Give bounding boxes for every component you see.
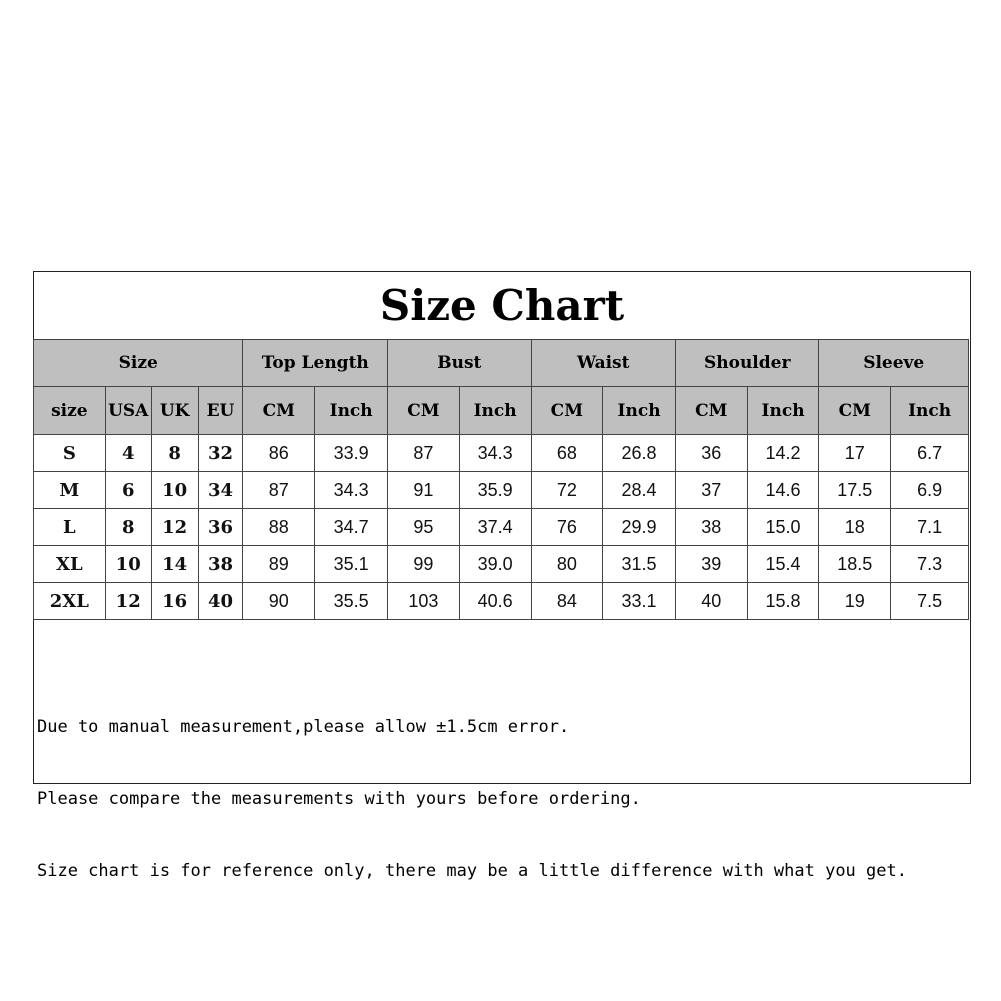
- table-cell: 19: [819, 583, 891, 620]
- table-cell: 38: [198, 546, 243, 583]
- column-header: UK: [151, 387, 198, 435]
- table-cell: 80: [531, 546, 603, 583]
- table-cell: 6: [105, 472, 151, 509]
- table-cell: 33.1: [603, 583, 676, 620]
- column-header: Inch: [315, 387, 388, 435]
- table-cell: 84: [531, 583, 603, 620]
- column-header: CM: [388, 387, 460, 435]
- table-cell: 86: [243, 435, 315, 472]
- table-cell: 26.8: [603, 435, 676, 472]
- table-cell: 17: [819, 435, 891, 472]
- table-cell: 14.2: [747, 435, 819, 472]
- table-cell: 36: [675, 435, 747, 472]
- group-header-waist: Waist: [531, 340, 675, 387]
- column-header: Inch: [891, 387, 969, 435]
- table-cell: M: [34, 472, 106, 509]
- table-cell: 39.0: [459, 546, 531, 583]
- column-header: CM: [819, 387, 891, 435]
- table-cell: 6.7: [891, 435, 969, 472]
- table-cell: 103: [388, 583, 460, 620]
- table-cell: 15.8: [747, 583, 819, 620]
- table-cell: 29.9: [603, 509, 676, 546]
- table-cell: L: [34, 509, 106, 546]
- table-cell: 87: [388, 435, 460, 472]
- size-chart: [33, 271, 971, 881]
- group-header-bust: Bust: [388, 340, 531, 387]
- table-cell: 31.5: [603, 546, 676, 583]
- table-row: [34, 583, 969, 620]
- table-cell: 37: [675, 472, 747, 509]
- group-header-row: [34, 340, 969, 387]
- table-cell: 15.4: [747, 546, 819, 583]
- table-cell: 12: [105, 583, 151, 620]
- table-cell: 90: [243, 583, 315, 620]
- column-header: Inch: [603, 387, 676, 435]
- table-cell: 28.4: [603, 472, 676, 509]
- table-row: [34, 546, 969, 583]
- column-header: CM: [531, 387, 603, 435]
- table-cell: 8: [151, 435, 198, 472]
- group-header-sleeve: Sleeve: [819, 340, 969, 387]
- table-cell: 68: [531, 435, 603, 472]
- column-header: CM: [675, 387, 747, 435]
- table-cell: 34: [198, 472, 243, 509]
- table-cell: 10: [105, 546, 151, 583]
- table-cell: 33.9: [315, 435, 388, 472]
- table-cell: 99: [388, 546, 460, 583]
- table-cell: 4: [105, 435, 151, 472]
- note-line: Size chart is for reference only, there may be a little difference with what you get.: [37, 861, 907, 881]
- table-cell: 76: [531, 509, 603, 546]
- table-cell: 88: [243, 509, 315, 546]
- table-cell: 6.9: [891, 472, 969, 509]
- table-cell: 7.1: [891, 509, 969, 546]
- table-cell: 87: [243, 472, 315, 509]
- table-body: [34, 435, 969, 620]
- column-header: size: [34, 387, 106, 435]
- table-cell: 35.5: [315, 583, 388, 620]
- table-cell: 14: [151, 546, 198, 583]
- table-cell: 38: [675, 509, 747, 546]
- table-cell: 95: [388, 509, 460, 546]
- table-cell: 14.6: [747, 472, 819, 509]
- table-cell: 35.9: [459, 472, 531, 509]
- column-header: EU: [198, 387, 243, 435]
- table-cell: 39: [675, 546, 747, 583]
- table-cell: 2XL: [34, 583, 106, 620]
- table-cell: 40: [675, 583, 747, 620]
- size-table: [33, 339, 969, 620]
- column-header: USA: [105, 387, 151, 435]
- column-header: Inch: [459, 387, 531, 435]
- chart-title: Size Chart: [379, 281, 625, 330]
- table-cell: 7.5: [891, 583, 969, 620]
- note-line: Please compare the measurements with yours before ordering.: [37, 789, 641, 809]
- table-cell: 37.4: [459, 509, 531, 546]
- table-row: [34, 472, 969, 509]
- notes: [37, 667, 907, 931]
- column-header: CM: [243, 387, 315, 435]
- table-cell: 18: [819, 509, 891, 546]
- table-cell: 12: [151, 509, 198, 546]
- table-cell: 32: [198, 435, 243, 472]
- group-header-top-length: Top Length: [243, 340, 388, 387]
- table-row: [34, 435, 969, 472]
- table-cell: 16: [151, 583, 198, 620]
- sub-header-row: [34, 387, 969, 435]
- table-cell: 40.6: [459, 583, 531, 620]
- table-cell: S: [34, 435, 106, 472]
- table-cell: 40: [198, 583, 243, 620]
- table-cell: 35.1: [315, 546, 388, 583]
- table-cell: 36: [198, 509, 243, 546]
- group-header-shoulder: Shoulder: [675, 340, 819, 387]
- group-header-size: Size: [34, 340, 243, 387]
- table-cell: 34.7: [315, 509, 388, 546]
- table-cell: 17.5: [819, 472, 891, 509]
- table-cell: 34.3: [459, 435, 531, 472]
- table-cell: 7.3: [891, 546, 969, 583]
- table-cell: 72: [531, 472, 603, 509]
- table-cell: 15.0: [747, 509, 819, 546]
- table-cell: 34.3: [315, 472, 388, 509]
- table-cell: 91: [388, 472, 460, 509]
- table-cell: 8: [105, 509, 151, 546]
- table-row: [34, 509, 969, 546]
- table-cell: 89: [243, 546, 315, 583]
- column-header: Inch: [747, 387, 819, 435]
- table-cell: 18.5: [819, 546, 891, 583]
- note-line: Due to manual measurement,please allow ±1.5cm error.: [37, 717, 570, 737]
- table-cell: 10: [151, 472, 198, 509]
- table-cell: XL: [34, 546, 106, 583]
